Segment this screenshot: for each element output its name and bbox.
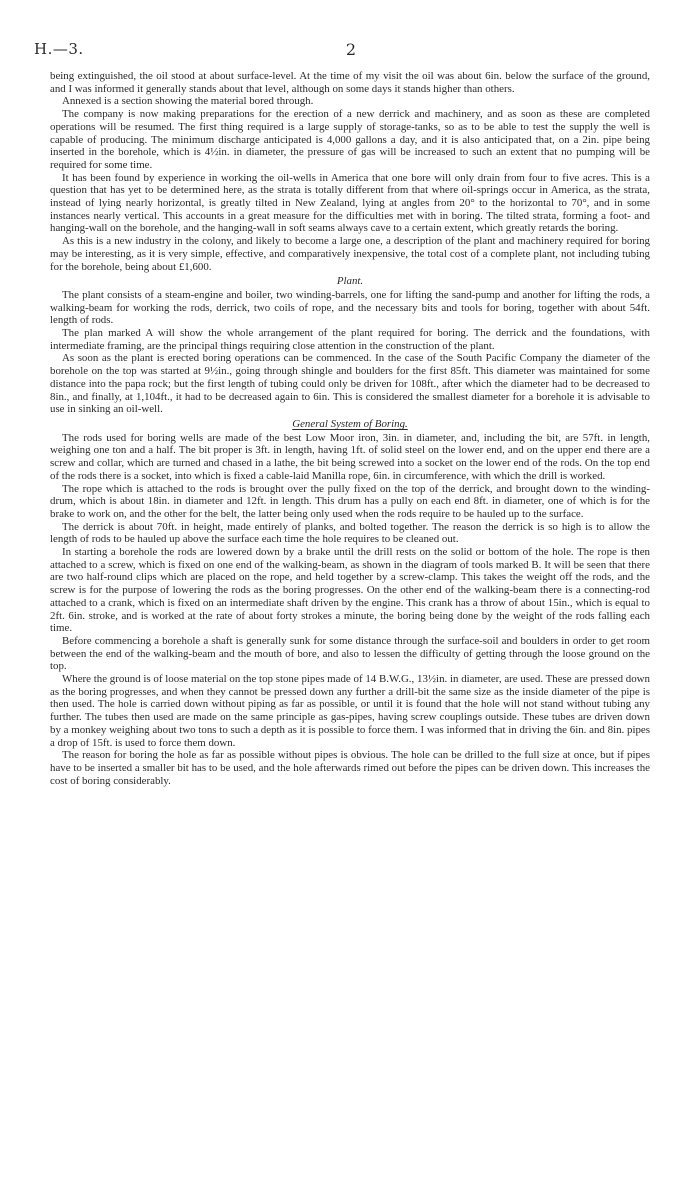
paragraph: Annexed is a section showing the material bored through. <box>62 95 314 108</box>
paragraph: Before commencing a borehole a shaft is generally sunk for some distance through the surface-soil and boulders in order to get room between the end of the walking-beam and the mouth of bore, and also to lessen the difficulty of getting through the loose ground on the top. <box>50 634 650 673</box>
paragraph: being extinguished, the oil stood at about surface-level. At the time of my visit the oil was about 6in. below the surface of the ground, and I was informed it generally stands about that level, although on some days it stands higher than others. <box>50 70 650 95</box>
section-heading-plant: Plant. <box>336 275 364 288</box>
paragraph: It has been found by experience in working the oil-wells in America that one bore will only drain from four to five acres. This is a question that has yet to be determined here, as the strata is totally different from that where oil-springs occur in America, as the strata, instead of lying nearly horizontal, is greatly tilted in New Zealand, lying at angles from 20° to the horizontal to 70°, and in some instances nearly vertical. This accounts in a great measure for the difficulties met with in boring. The tilted strata, forming a foot- and hanging-wall on the borehole, and the hanging-wall in soft seams always cave to a certain extent, which greatly retards the boring. <box>50 171 650 235</box>
paragraph: As this is a new industry in the colony, and likely to become a large one, a description of the plant and machinery required for boring may be interesting, as it is very simple, effective, and comparatively inexpensive, the total cost of a complete plant, not including tubing for the borehole, being about £1,600. <box>50 235 650 273</box>
paragraph: The derrick is about 70ft. in height, made entirely of planks, and bolted together. The reason the derrick is so high is to allow the length of rods to be hauled up above the surface each time the hole requires to be cleaned out. <box>50 520 650 546</box>
paragraph: The reason for boring the hole as far as possible without pipes is obvious. The hole can be drilled to the full size at once, but if pipes have to be inserted a smaller bit has to be used, and the hole afterwards rimed out before the pipes can be driven down. This increases the cost of boring considerably. <box>50 749 650 787</box>
paragraph: The rods used for boring wells are made of the best Low Moor iron, 3in. in diameter, and, including the bit, are 57ft. in length, weighing one ton and a half. The bit proper is 3ft. in length, having 1ft. of solid steel on the lower end, and on the upper end there are a screw and collar, which are turned and chased in a lathe, the bit being screwed into a socket on the lower end of the rods. On the top end of the rods there is a socket, into which is fixed a cable-laid Manilla rope, 6in. in circumference, with which the drill is worked. <box>50 431 650 482</box>
paragraph: As soon as the plant is erected boring operations can be commenced. In the case of the South Pacific Company the diameter of the borehole on the top was started at 9½in., going through shingle and boulders for the first 85ft. This diameter was maintained for some distance into the papa rock; but the first length of tubing could only be driven for 108ft., after which the diameter had to be decreased to 8in., and finally, at 1,104ft., it had to be decreased again to 6in. This is considered the smallest diameter for a borehole it is advisable to use in sinking an oil-well. <box>50 352 650 416</box>
document-reference: H.—3. <box>34 40 84 58</box>
paragraph: The rope which is attached to the rods is brought over the pully fixed on the top of the derrick, and brought down to the winding-drum, which is about 18in. in diameter and 12ft. in length. This drum has a pully on each end 8ft. in diameter, one of which is for the brake to work on, and the other for the belt, the latter being only used when the rods require to be hauled up to the surface. <box>50 482 650 520</box>
paragraph: The company is now making preparations for the erection of a new derrick and machinery, and as soon as these are completed operations will be resumed. The first thing required is a large supply of storage-tanks, so as to be able to test the supply the well is capable of producing. The minimum discharge anticipated is 4,000 gallons a day, and it is also anticipated that, on a 2in. pipe being inserted in the borehole, which is 4½in. in diameter, the pressure of gas will be increased to such an extent that no pumping will be required for some time. <box>50 108 650 171</box>
paragraph: The plan marked A will show the whole arrangement of the plant required for boring. The derrick and the foundations, with intermediate framing, are the principal things requiring close attention in the construction of the plant. <box>50 327 650 352</box>
paragraph: In starting a borehole the rods are lowered down by a brake until the drill rests on the solid or bottom of the hole. The rope is then attached to a screw, which is fixed on one end of the walking-beam, as shown in the diagram of tools marked B. It will be seen that there are two half-round clips which are placed on the rope, and held together by a screw-clamp. This takes the weight off the rods, and the screw is for the purpose of lowering the rods as the boring progresses. On the other end of the walking-beam there is a connecting-rod attached to a crank, which is fixed on an intermediate shaft driven by the engine. This crank has a throw of about 15in., which is equal to 2ft. 6in. stroke, and is worked at the rate of about forty strokes a minute, the boring being done by the weight of the rods falling each time. <box>50 546 650 635</box>
paragraph: The plant consists of a steam-engine and boiler, two winding-barrels, one for lifting the sand-pump and another for lifting the rods, a walking-beam for working the rods, derrick, two coils of rope, and the necessary bits and tools for boring, together with about 54ft. length of rods. <box>50 288 650 327</box>
paragraph: Where the ground is of loose material on the top stone pipes made of 14 B.W.G., 13½in. in diameter, are used. These are pressed down as the boring progresses, and when they cannot be pressed down any further a drill-bit the same size as the inside diameter of the pipe is then used. The hole is carried down without piping as far as possible, or until it is found that the hole will not stand without tubing any further. The tubes then used are made on the same principle as gas-pipes, having screw couplings outside. These tubes are driven down by a monkey weighing about two tons to such a depth as it is possible to force them. I was informed that in driving the 6in. and 8in. pipes a drop of 15ft. is used to force them down. <box>50 673 650 749</box>
body-text <box>50 70 650 787</box>
page-number: 2 <box>345 40 357 59</box>
page-header <box>34 40 668 64</box>
section-heading-general-system: General System of Boring. <box>292 417 408 430</box>
